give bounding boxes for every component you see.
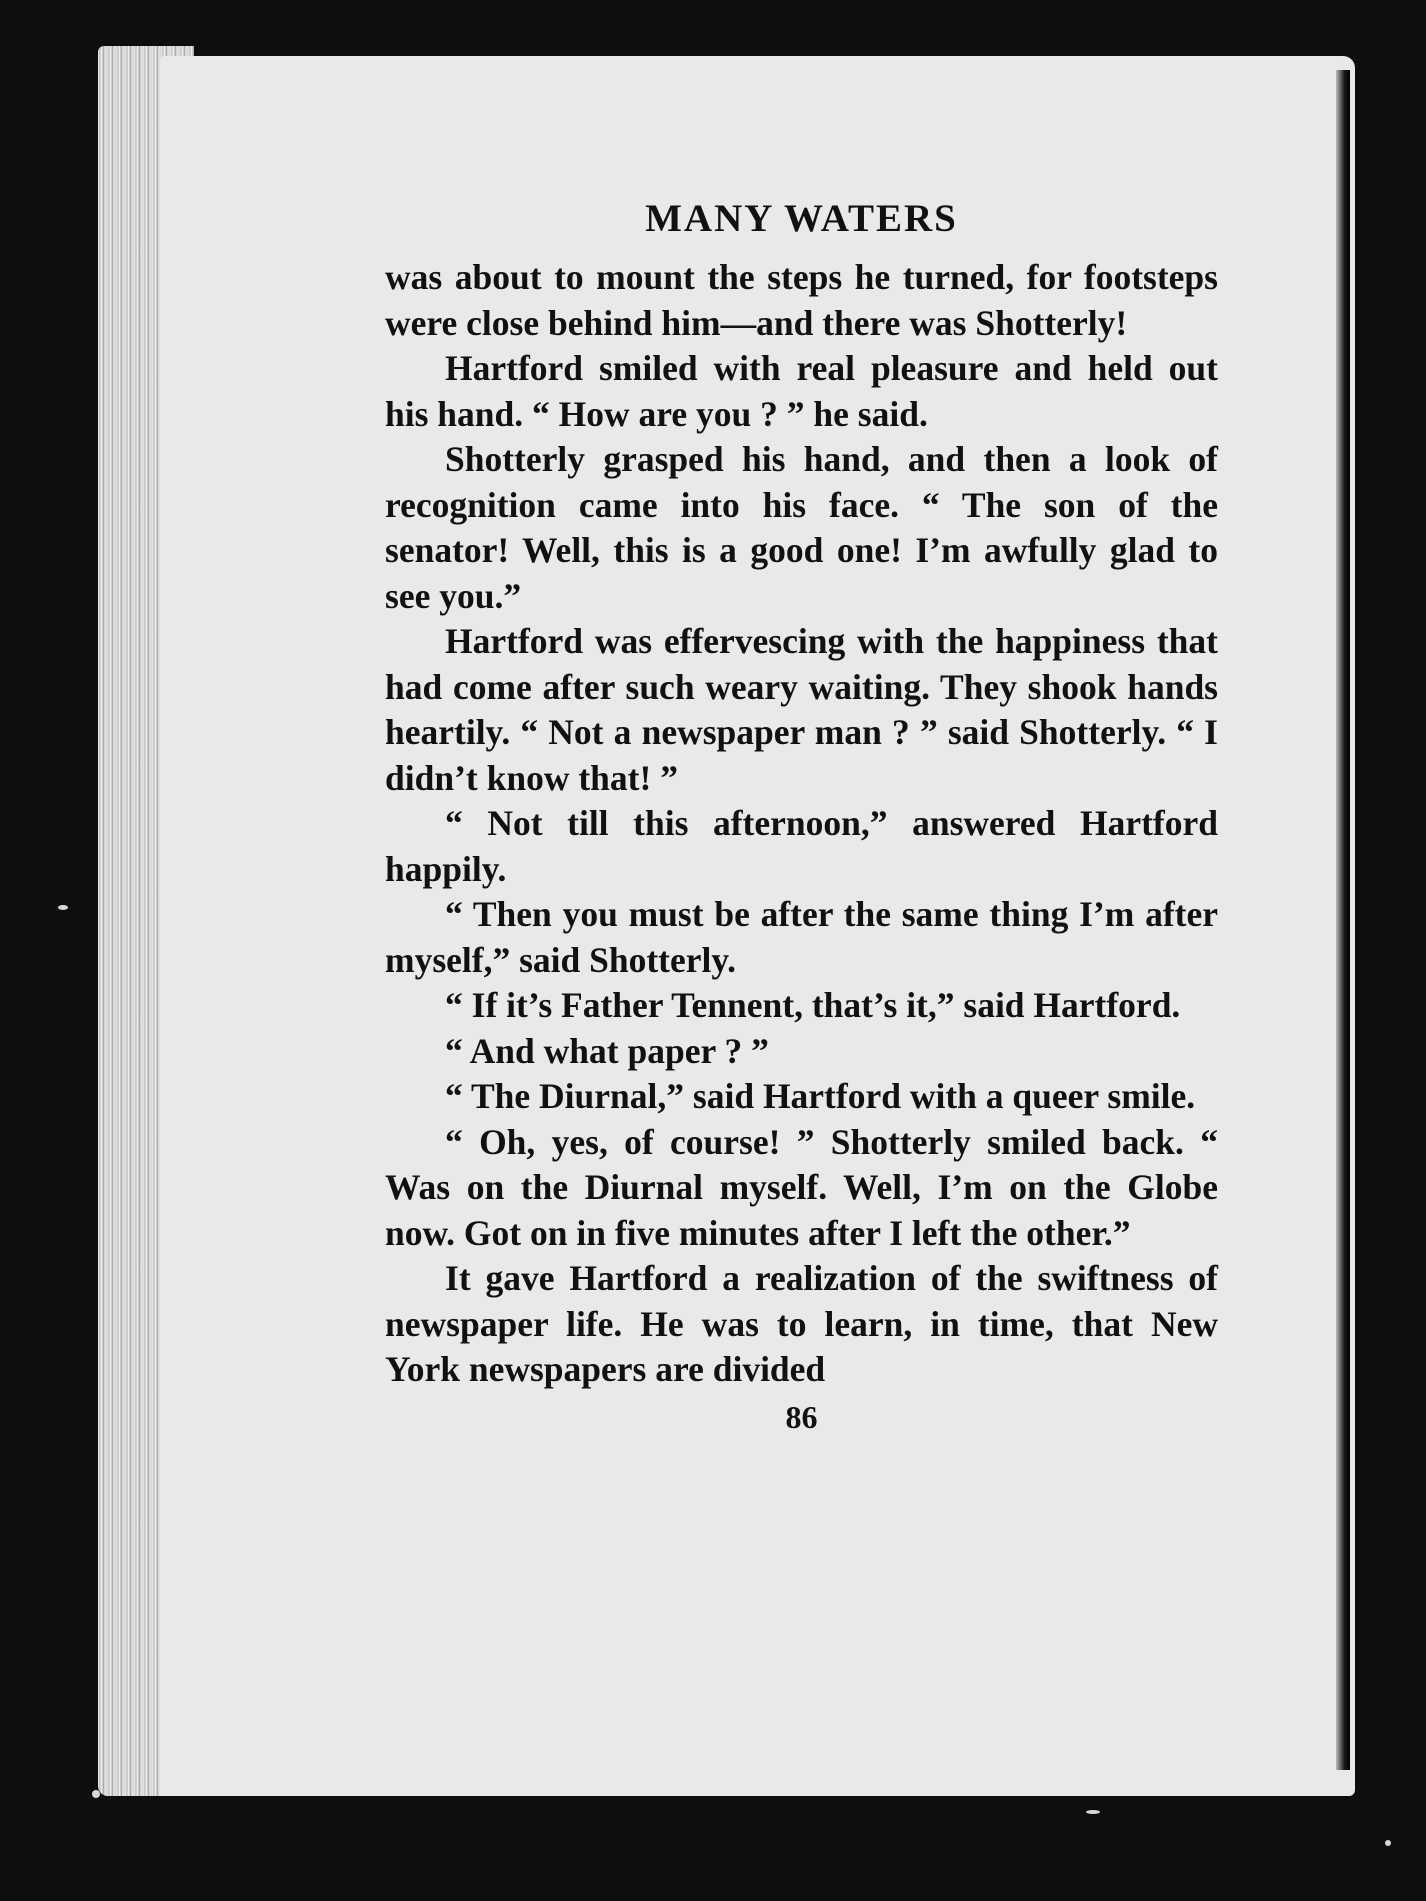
paragraph: “ Then you must be after the same thing I’m after myself,” said Shotterly. <box>385 894 1218 980</box>
scan-speck <box>1086 1810 1100 1814</box>
paragraph: “ And what paper ? ” <box>445 1030 769 1071</box>
book-binding <box>1336 70 1350 1770</box>
paragraph: “ Not till this afternoon,” answered Hartford happily. <box>385 803 1218 889</box>
paragraph: It gave Hartford a realization of the swiftness of newspaper life. He was to learn, in time, that New York newspapers are divided <box>385 1258 1218 1389</box>
running-head: MANY WATERS <box>645 197 958 240</box>
paragraph: Shotterly grasped his hand, and then a look of recognition came into his face. “ The son of the senator! Well, this is a good one! I’m awfully glad to see you.” <box>385 439 1218 616</box>
scan-speck <box>1385 1840 1391 1846</box>
page-number: 86 <box>785 1398 818 1435</box>
paragraph: was about to mount the steps he turned, for footsteps were close behind him—and there was Shotterly! <box>385 257 1218 343</box>
paragraph: “ If it’s Father Tennent, that’s it,” said Hartford. <box>445 985 1181 1025</box>
scan-speck <box>58 905 68 910</box>
paragraph: Hartford was effervescing with the happiness that had come after such weary waiting. They shook hands heartily. “ Not a newspaper man ? ” said Shotterly. “ I didn’t know that! ” <box>385 621 1218 798</box>
paragraph: Hartford smiled with real pleasure and held out his hand. “ How are you ? ” he said. <box>385 348 1218 434</box>
page-text-block <box>385 196 1218 1436</box>
paragraph: “ The Diurnal,” said Hartford with a queer smile. <box>445 1076 1196 1116</box>
scan-speck <box>92 1790 100 1798</box>
paragraph: “ Oh, yes, of course! ” Shotterly smiled back. “ Was on the Diurnal myself. Well, I’m on the Globe now. Got on in five minutes after I left the other.” <box>385 1121 1218 1253</box>
